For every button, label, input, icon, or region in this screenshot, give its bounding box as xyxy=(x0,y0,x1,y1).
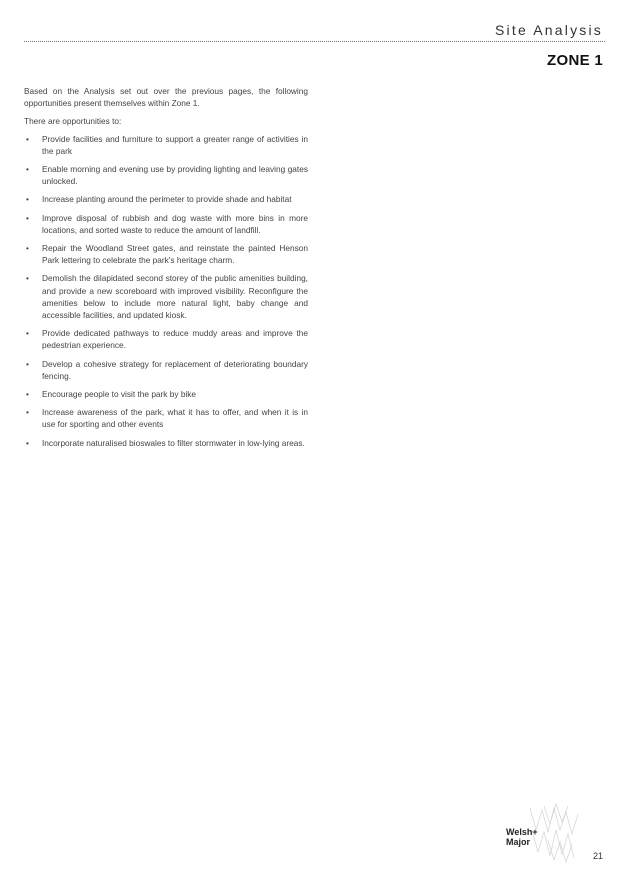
bullet-icon: • xyxy=(26,437,29,448)
bullet-icon: • xyxy=(26,407,29,418)
logo-wordmark xyxy=(506,827,538,847)
zone-title: ZONE 1 xyxy=(547,52,603,69)
list-item-text: Encourage people to visit the park by bike xyxy=(42,389,197,400)
list-item-text: Increase planting around the perimeter to provide shade and habitat xyxy=(42,194,292,205)
list-item xyxy=(24,212,308,236)
bullet-icon: • xyxy=(26,389,29,400)
bullet-icon: • xyxy=(26,133,29,144)
company-logo xyxy=(500,800,584,866)
list-item-text: Enable morning and evening use by providing lighting and leaving gates unlocked. xyxy=(42,164,308,187)
opportunities-list xyxy=(24,133,308,449)
bullet-icon: • xyxy=(26,194,29,205)
list-item xyxy=(24,133,308,157)
list-item xyxy=(24,327,308,351)
list-item-text: Provide facilities and furniture to support a greater range of activities in the park xyxy=(42,133,308,156)
logo-line-2: Major xyxy=(506,837,531,847)
bullet-icon: • xyxy=(26,243,29,254)
header-divider xyxy=(24,41,605,42)
list-item-text: Improve disposal of rubbish and dog waste with more bins in more locations, and sorted waste to reduce the amount of landfill. xyxy=(42,212,308,235)
list-item xyxy=(24,163,308,187)
body-text xyxy=(24,85,308,455)
bullet-icon: • xyxy=(26,212,29,223)
page-number: 21 xyxy=(592,851,603,861)
intro-paragraph: Based on the Analysis set out over the previous pages, the following opportunities present themselves within Zone 1. xyxy=(24,86,308,109)
list-item-text: Develop a cohesive strategy for replacement of deteriorating boundary fencing. xyxy=(42,358,308,381)
list-item-text: Demolish the dilapidated second storey of the public amenities building, and provide a new scoreboard with improved visibility. Reconfigure the amenities below to include more natural light, baby change and accessible facilities, and updated kiosk. xyxy=(42,273,308,321)
list-item-text: Provide dedicated pathways to reduce muddy areas and improve the pedestrian experience. xyxy=(42,328,308,351)
lead-sentence: There are opportunities to: xyxy=(24,116,122,127)
bullet-icon: • xyxy=(26,273,29,284)
bullet-icon: • xyxy=(26,358,29,369)
list-item-text: Incorporate naturalised bioswales to filter stormwater in low-lying areas. xyxy=(42,437,305,448)
list-item-text: Repair the Woodland Street gates, and reinstate the painted Henson Park lettering to celebrate the park's heritage charm. xyxy=(42,243,308,266)
list-item xyxy=(24,437,308,449)
bullet-icon: • xyxy=(26,328,29,339)
section-title: Site Analysis xyxy=(495,22,603,38)
list-item xyxy=(24,193,308,205)
list-item xyxy=(24,358,308,382)
logo-line-1: Welsh+ xyxy=(506,827,538,837)
list-item xyxy=(24,388,308,400)
list-item xyxy=(24,242,308,266)
bullet-icon: • xyxy=(26,164,29,175)
list-item-text: Increase awareness of the park, what it has to offer, and when it is in use for sporting and other events xyxy=(42,407,308,430)
list-item xyxy=(24,272,308,321)
list-item xyxy=(24,406,308,430)
